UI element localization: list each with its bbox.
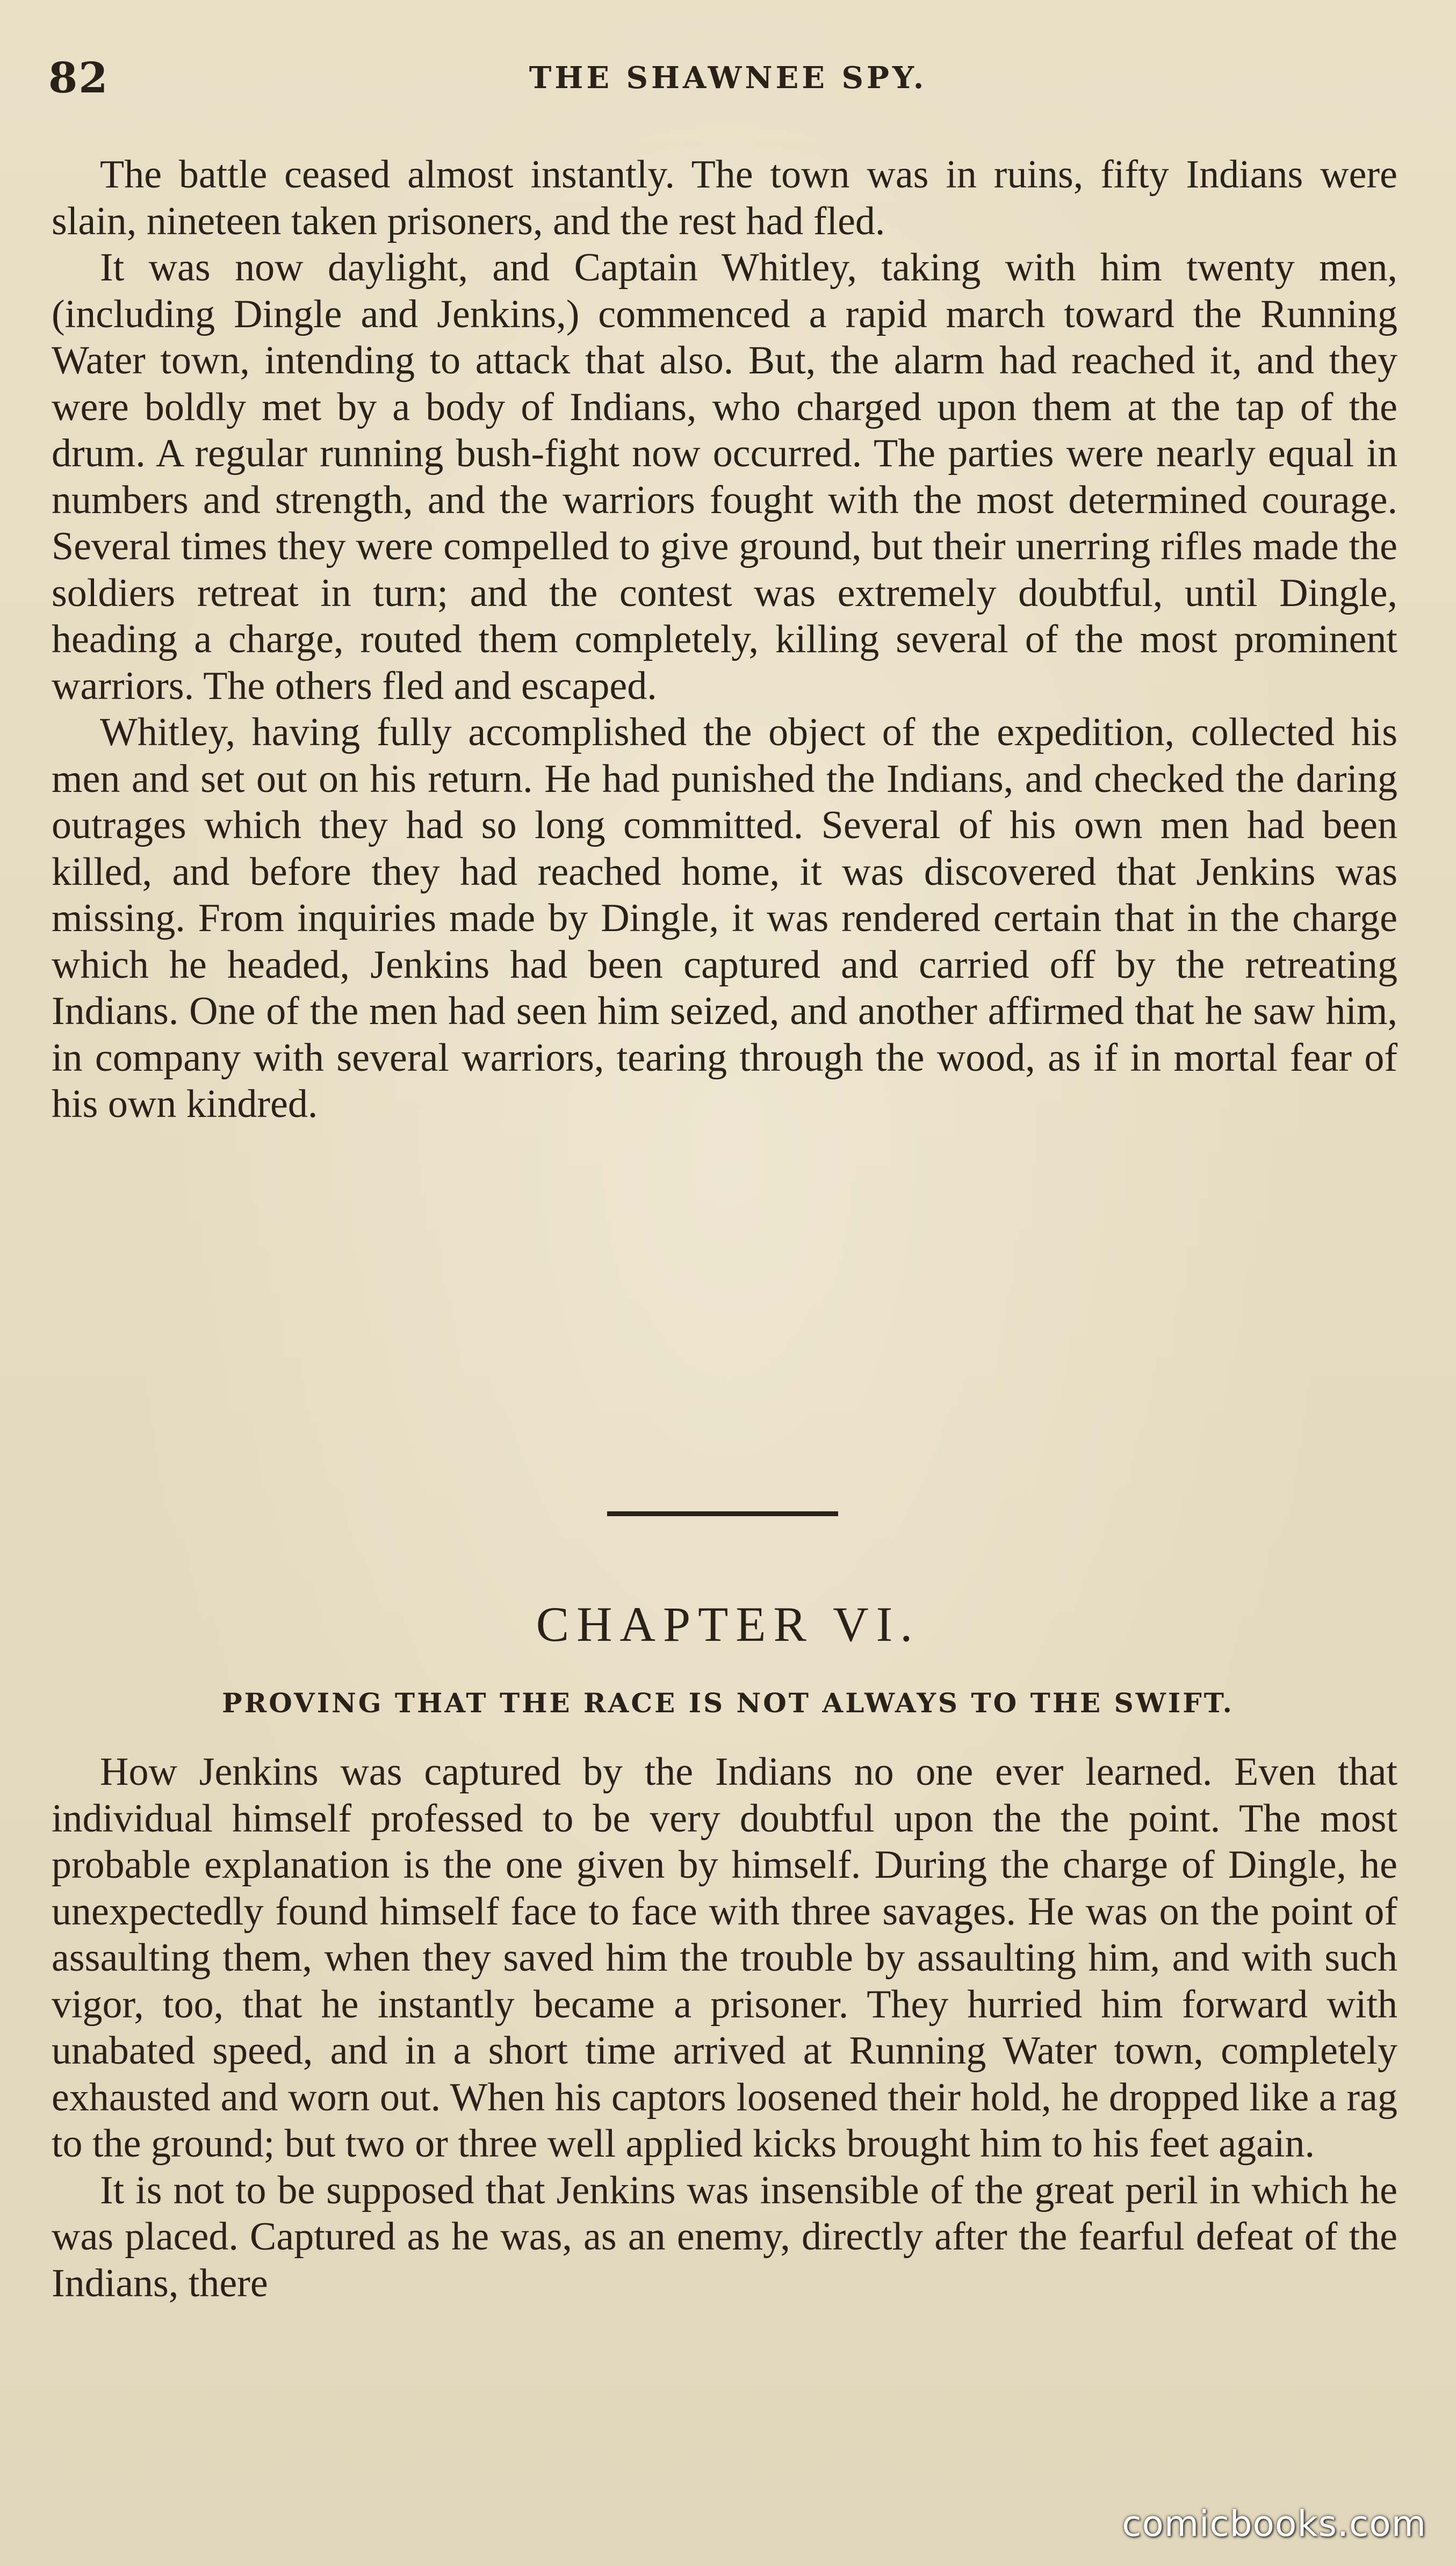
- body-text-section-1: [52, 152, 1397, 1128]
- paragraph: Whitley, having fully accomplished the object of the expedition, collected his men and set out on his return. He had punished the Indians, and checked the daring outrages which they had so long committed. Several of his own men had been killed, and before they had reached home, it was discovered that Jenkins was missing. From inquiries made by Dingle, it was rendered certain that in the charge which he headed, Jenkins had been captured and carried off by the retreating Indians. One of the men had seen him seized, and another affirmed that he saw him, in company with several warriors, tearing through the wood, as if in mortal fear of his own kindred.: [52, 710, 1397, 1126]
- section-divider: [607, 1511, 838, 1516]
- watermark-logo: comicbooks.com: [1122, 2503, 1426, 2545]
- chapter-subtitle: PROVING THAT THE RACE IS NOT ALWAYS TO THE SWIFT.: [222, 1687, 1234, 1719]
- running-head: THE SHAWNEE SPY.: [529, 60, 927, 96]
- paragraph: It is not to be supposed that Jenkins was insensible of the great peril in which he was placed. Captured as he was, as an enemy, directly after the fearful defeat of the Indians, there: [52, 2168, 1397, 2305]
- paragraph: How Jenkins was captured by the Indians no one ever learned. Even that individual himself professed to be very doubtful upon the the point. The most probable explanation is the one given by himself. During the charge of Dingle, he unexpectedly found himself face to face with three savages. He was on the point of assaulting them, when they saved him the trouble by assaulting him, and with such vigor, too, that he instantly became a prisoner. They hurried him forward with unabated speed, and in a short time arrived at Running Water town, completely exhausted and worn out. When his captors loosened their hold, he dropped like a rag to the ground; but two or three well applied kicks brought him to his feet again.: [52, 1750, 1397, 2166]
- page-number: 82: [48, 54, 109, 103]
- body-text-section-2: [52, 1749, 1397, 2306]
- chapter-heading: CHAPTER VI.: [536, 1597, 920, 1652]
- paragraph: The battle ceased almost instantly. The town was in ruins, fifty Indians were slain, nineteen taken prisoners, and the rest had fled.: [52, 153, 1397, 243]
- paragraph: It was now daylight, and Captain Whitley, taking with him twenty men, (including Dingle and Jenkins,) commenced a rapid march toward the Running Water town, intending to attack that also. But, the alarm had reached it, and they were boldly met by a body of Indians, who charged upon them at the tap of the drum. A regular running bush-fight now occurred. The parties were nearly equal in numbers and strength, and the warriors fought with the most determined courage. Several times they were compelled to give ground, but their unerring rifles made the soldiers retreat in turn; and the contest was extremely doubtful, until Dingle, heading a charge, routed them completely, killing several of the most prominent warriors. The others fled and escaped.: [52, 246, 1397, 708]
